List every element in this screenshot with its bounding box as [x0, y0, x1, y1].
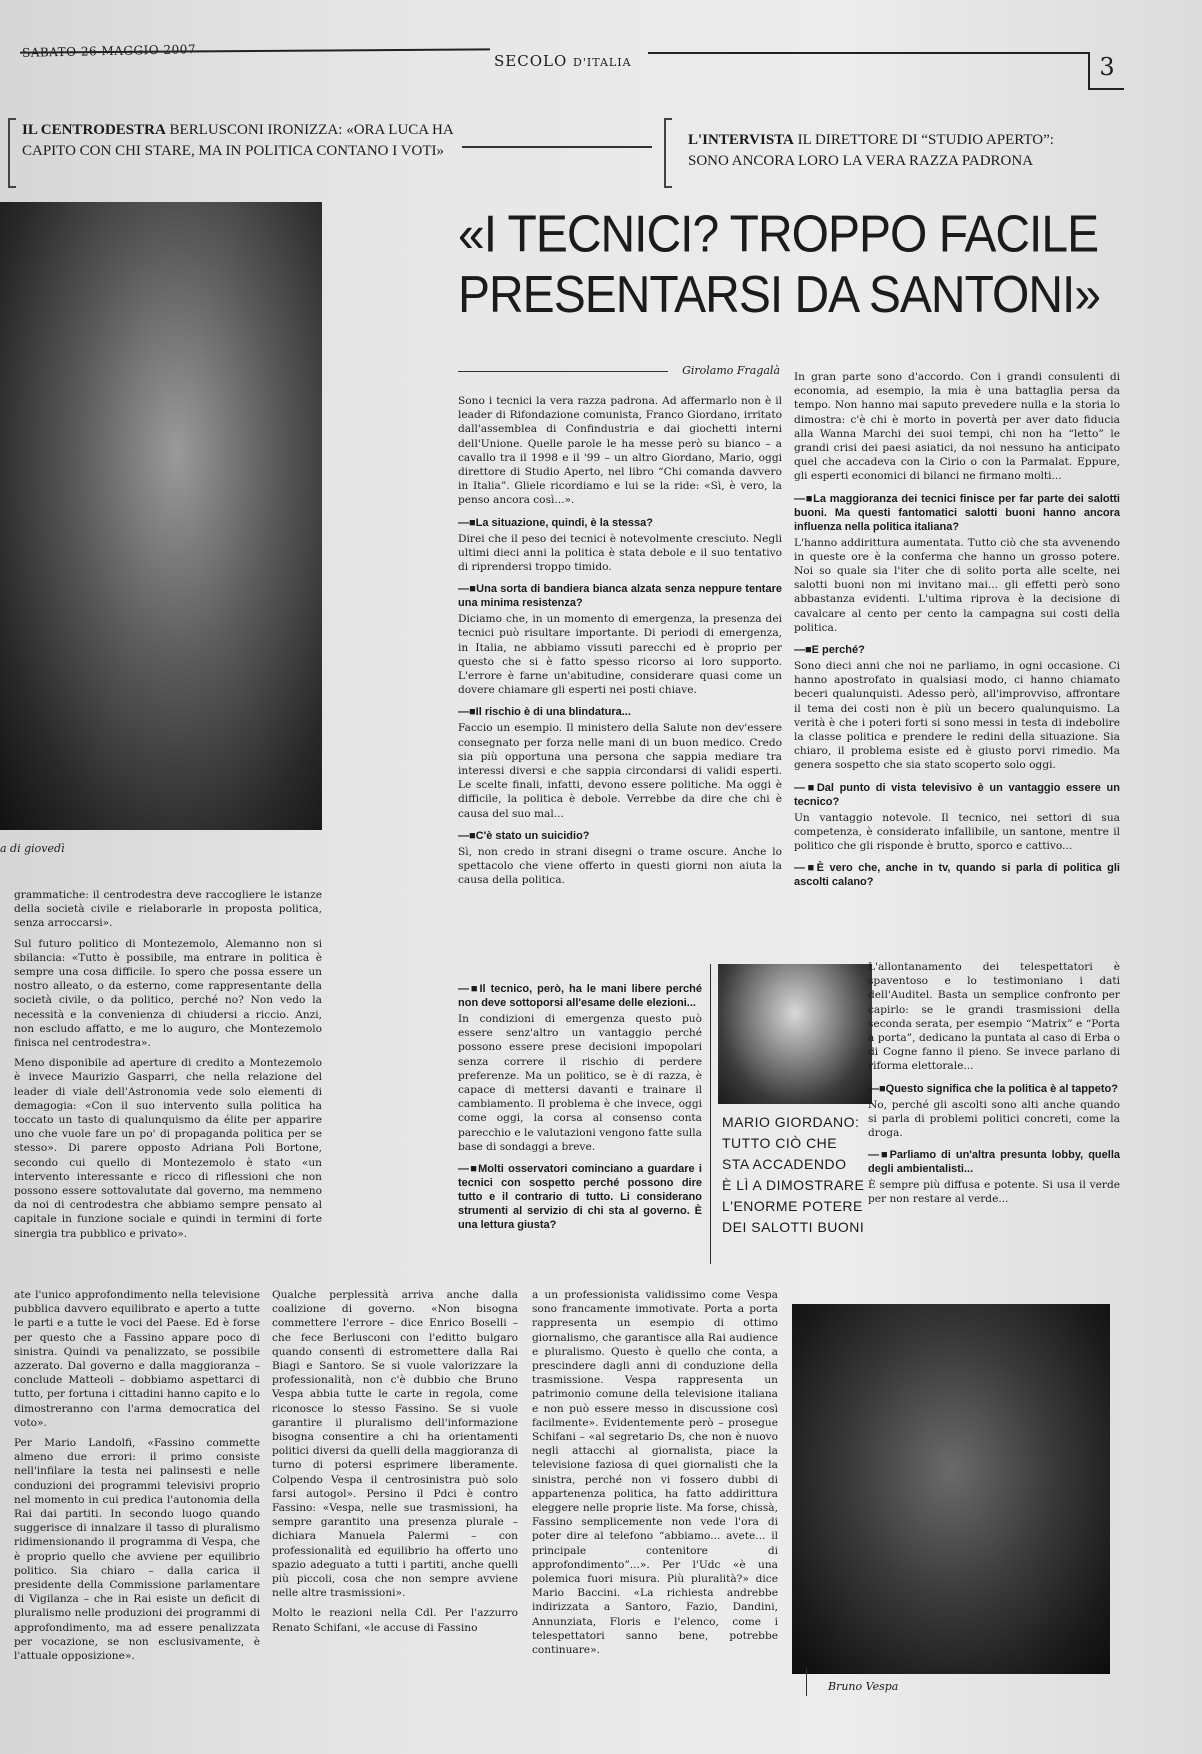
pull-quote-line: DEI SALOTTI BUONI — [722, 1219, 865, 1235]
kicker-left-bracket — [8, 118, 16, 188]
interview-column-1b — [458, 974, 702, 1234]
interview-answer: Diciamo che, in un momento di emergenza, la presenza dei tecnici può risultare importante. Di periodi di emergenza, in Italia, ne abbiamo vissuti parecchi ed è proprio per questo che si è fatto spesso ricorso ai loro supporto. L'errore è farne un'abitudine, considerare quasi come un dovere chiamare gli esperti nei posti chiave. — [458, 613, 782, 697]
kicker-right-label: L'INTERVISTA — [688, 132, 794, 148]
interview-question: —■ Il rischio è di una blindatura... — [458, 705, 782, 719]
interview-question: —■ Il tecnico, però, ha le mani libere perché non deve sottoporsi all'esame delle elezioni... — [458, 982, 702, 1010]
left-article-body — [14, 888, 322, 1247]
interview-answer: Faccio un esempio. Il ministero della Salute non dev'essere consegnato per forza nelle mani di un buon medico. Credo sia più opportuna una persona che sappia mediare tra interessi diversi e che sappia circondarsi di validi esperti. Le scelte finali, infatti, devono essere politiche. Ma oggi è difficile, la politica è debole. Verrebbe da dire che chi è causa del suo mal... — [458, 722, 782, 820]
kicker-right-bracket — [664, 118, 672, 188]
masthead-name: SECOLO — [494, 52, 568, 70]
interview-question: —■ Parliamo di un'altra presunta lobby, quella degli ambientalisti... — [868, 1148, 1120, 1176]
interview-answer: In gran parte sono d'accordo. Con i grandi consulenti di economia, ad esempio, la mia è una battaglia persa da tempo. Non hanno mai saputo prevedere nulla e la storia lo dimostra: c'è chi è morto in povertà per aver dato fiducia alla Wanna Marchi dei suoi tempi, chi non ha “letto” le grandi crisi dei paesi asiatici, da noi nessuno ha anticipato quel che accadeva con la Cirio o con la Parmalat. Eppure, gli esperti economici di bilanci ne firmano molti... — [794, 371, 1120, 483]
bottom-paragraph: ate l'unico approfondimento nella televisione pubblica davvero equilibrato e aperto a tutte le parti e a tutte le voci del Paese. Ed è forse per questo che a Fassino appare poco di sinistra. Quindi va penalizzato, se possibile azzerato. Dal governo e dalla maggioranza – conclude Matteoli – dobbiamo aspettarci di tutto, per fortuna i cittadini hanno capito e lo dimostreranno con l'arma democratica del voto». — [14, 1289, 260, 1429]
bottom-column-2 — [272, 1288, 518, 1641]
interview-question: —■ La situazione, quindi, è la stessa? — [458, 516, 782, 530]
interview-question: —■ È vero che, anche in tv, quando si parla di politica gli ascolti calano? — [794, 861, 1120, 889]
interview-column-2 — [794, 370, 1120, 891]
left-paragraph: Meno disponibile ad aperture di credito a Montezemolo è invece Maurizio Gasparri, che nella relazione del leader di viale dell'Astronomia vede solo elementi di demagogia: «Con il suo intervento sulla politica ha toccato un tasto di qualunquismo da élite per apparire uno che vuole fare un po' di propaganda politica per se stesso». Di parere opposto Adriana Poli Bortone, secondo cui quello di Montezemolo è stato «un intervento interessante e ricco di riflessioni che non possono essere sottovalutate dal governo, ma nemmeno da noi di centrodestra che abbiamo sempre pensato al capitale in funzione sociale e quindi in termini di forte sinergia tra pubblico e privato». — [14, 1057, 322, 1240]
interview-answer: L'hanno addirittura aumentata. Tutto ciò che sta avvenendo in queste ore è la conferma che hanno un grosso potere. Noi so quale sia l'iter che di solito porta alle scelte, nei salotti buoni non mi invitano mai... gli effetti però sono abbastanza evidenti. L'ultima riprova è la decisione di cavalcare al cento per cento la campagna sui costi della politica. — [794, 536, 1120, 634]
headline: «I TECNICI? TROPPO FACILE PRESENTARSI DA SANTONI» — [458, 206, 1101, 324]
caption-rule — [806, 1668, 807, 1696]
pull-quote-line: TUTTO CIÒ CHE — [722, 1135, 838, 1151]
interview-answer: Sono dieci anni che noi ne parliamo, in ogni occasione. Ci hanno apostrofato in qualsiasi modo, ci hanno chiamato beceri qualunquisti. Adesso però, all'improvviso, affrontare il tema dei costi non è più un becero qualunquismo. La verità è che i poteri forti si sono messi in testa di indebolire la classe politica e prendere le redini della situazione. Sia chiaro, il problema esiste ed è giusto porvi rimedio. Ma genera sospetto che sia stato scoperto solo oggi. — [794, 660, 1120, 772]
interview-answer: In condizioni di emergenza questo può essere senz'altro un vantaggio perché possono essere prese decisioni impopolari senza correre il rischio di perdere preferenze. Ma un politico, se è di razza, è capace di mettersi davanti e trainare il cambiamento. Il problema è che invece, oggi come oggi, la corsa al consenso conta parecchio e le valutazioni vengono fatte sulla base di sondaggi a breve. — [458, 1013, 702, 1153]
photo-bottom-caption: Bruno Vespa — [828, 1680, 899, 1693]
box-rule — [710, 964, 711, 1264]
left-paragraph: Sul futuro politico di Montezemolo, Alemanno non si sbilancia: «Tutto è possibile, ma entrare in politica è sempre una cosa difficile. Io spero che possa essere un nostro alleato, o da esterno, come rappresentante della società civile, o da politico, perché no? Non vedo la necessità e la convenienza di chiudersi a riccio. Anzi, non escludo affatto, e me lo auguro, che Montezemolo finisca nel centrodestra». — [14, 937, 322, 1050]
photo-giordano — [718, 964, 872, 1104]
kicker-left-label: IL CENTRODESTRA — [22, 122, 166, 138]
interview-answer: L'allontanamento dei telespettatori è spaventoso e lo testimoniano i dati dell'Auditel. Basta un semplice confronto per capirlo: se le grandi trasmissioni della seconda serata, per esempio “Matrix” e “Porta a porta”, dedicano la puntata al caso di Erba o di Cogne fanno il pieno. Se invece parlano di riforma elettorale... — [868, 961, 1120, 1073]
kicker-divider — [462, 146, 652, 148]
left-paragraph: grammatiche: il centrodestra deve raccogliere le istanze della società civile e rielaborarle in proposta politica, senza arroccarsi». — [14, 889, 322, 930]
interview-question: —■ Questo significa che la politica è al tappeto? — [868, 1082, 1120, 1096]
photo-bruno-vespa — [792, 1304, 1110, 1674]
interview-question: —■ E perché? — [794, 643, 1120, 657]
interview-question: —■ Dal punto di vista televisivo è un vantaggio essere un tecnico? — [794, 781, 1120, 809]
kicker-right — [688, 130, 1088, 172]
author-byline: Girolamo Fragalà — [682, 364, 780, 377]
bottom-paragraph: a un professionista validissimo come Vespa sono francamente immotivate. Porta a porta rappresenta un esempio di ottimo giornalismo, che garantisce alla Rai audience e pluralismo. Questo è quello che conta, a prescindere dagli anni di conduzione della trasmissione. Vespa rappresenta un patrimonio comune della televisione italiana e non può essere messo in discussione così facilmente». Evidentemente però – prosegue Schifani – «al segretario Ds, che non è nuovo negli attacchi al giornalista, piace la televisione faziosa di quei giornalisti che la sinistra, perché non vi fossero dubbi di appartenenza politica, ha fatto addirittura eleggere nelle proprie liste. Ma forse, chissà, Fassino semplicemente non vede l'ora di poter dire al telefono “abbiamo... avete... il principale contenitore di approfondimento”...». Per l'Udc «è una polemica fuori misura. Più pluralità?» dice Mario Baccini. «La richiesta andrebbe indirizzata a Santoro, Fazio, Dandini, Annunziata, Floris e l'elenco, come i telespettatori sanno bene, potrebbe continuare». — [532, 1289, 778, 1657]
pull-quote-line: È LÌ A DIMOSTRARE — [722, 1177, 865, 1193]
pull-quote-line: STA ACCADENDO — [722, 1156, 847, 1172]
interview-question: —■ Molti osservatori cominciano a guardare i tecnici con sospetto perché possono dire tutto e il contrario di tutto. Li considerano strumenti al servizio di chi sta al governo. È una lettura giusta? — [458, 1162, 702, 1232]
interview-question: —■ La maggioranza dei tecnici finisce per far parte dei salotti buoni. Ma questi fantomatici salotti buoni hanno ancora influenza nella politica italiana? — [794, 492, 1120, 534]
kicker-left-text: BERLUSCONI IRONIZZA: «ORA LUCA HA CAPITO CON CHI STARE, MA IN POLITICA CONTANO I VOTI» — [22, 122, 453, 159]
bottom-column-3 — [532, 1288, 778, 1663]
kicker-left — [22, 120, 462, 162]
interview-answer: Direi che il peso dei tecnici è notevolmente cresciuto. Negli ultimi dieci anni la politica è stata debole e il suo tentativo di riprendersi troppo timido. — [458, 532, 782, 574]
interview-answer: No, perché gli ascolti sono alti anche quando si parla di problemi politici concreti, come la droga. — [868, 1098, 1120, 1140]
page-number: 3 — [1088, 52, 1124, 90]
bottom-column-1 — [14, 1288, 260, 1669]
interview-answer: È sempre più diffusa e potente. Si usa il verde per non restare al verde... — [868, 1179, 1120, 1206]
masthead-suffix: D'ITALIA — [573, 56, 632, 69]
bottom-paragraph: Qualche perplessità arriva anche dalla coalizione di governo. «Non bisogna commettere l'errore – dice Enrico Boselli – che fece Berlusconi con l'editto bulgaro quando consentì di estromettere dalla Rai Biagi e Santoro. Se si vuole valorizzare la professionalità, non c'è dubbio che Bruno Vespa abbia tutte le carte in regola, come riconosce lo stesso Fassino. Se si vuole garantire il pluralismo dell'informazione bisogna consentire a chi ha orientamenti politici diversi da quelli della maggioranza di turno di potersi esprimere liberamente. Colpendo Vespa il centrosinistra può solo farsi autogol». Persino il Pdci è contro Fassino: «Vespa, nelle sue trasmissioni, ha sempre garantito una presenza plurale – dichiara Manuela Palermi – con professionalità ed equilibrio ha offerto uno spazio adeguato a tutti i partiti, anche quelli più piccoli, cosa che non sempre avviene nelle altre trasmissioni». — [272, 1289, 518, 1600]
pull-quote — [722, 1112, 874, 1238]
interview-answer: Un vantaggio notevole. Il tecnico, nei settori di sua competenza, è considerato infallibile, un santone, mentre il politico che gli risponde è brutto, sporco e cattivo... — [794, 811, 1120, 853]
kicker-right-text: IL DIRETTORE DI “STUDIO APERTO”: SONO ANCORA LORO LA VERA RAZZA PADRONA — [688, 132, 1054, 169]
interview-question: —■ Una sorta di bandiera bianca alzata senza neppure tentare una minima resistenza? — [458, 582, 782, 610]
interview-answer: Sì, non credo in strani disegni o trame oscure. Anche lo spettacolo che viene offerto in questi giorni non aiuta la causa della politica. — [458, 845, 782, 887]
interview-question: —■ C'è stato un suicidio? — [458, 829, 782, 843]
byline-rule — [458, 371, 668, 372]
bottom-paragraph: Molto le reazioni nella Cdl. Per l'azzurro Renato Schifani, «le accuse di Fassino — [272, 1607, 518, 1634]
photo-left-caption: a di giovedì — [0, 842, 65, 855]
masthead — [494, 52, 632, 70]
bottom-paragraph: Per Mario Landolfi, «Fassino commette almeno due errori: il primo consiste nell'infilare la testa nei palinsesti e nelle conduzioni dei programmi televisivi proprio nel momento in cui predica l'autonomia della Rai dai partiti. In secondo luogo quando suggerisce di innalzare il tasso di pluralismo ridimensionando il programma di Vespa, che è proprio quello che avviene per equilibrio politico. Sia chiaro – dalla carica il presidente della Commissione parlamentare di Vigilanza – che in Rai esiste un deficit di pluralismo nelle produzioni dei programmi di approfondimento, ma ad essere penalizzata per vocazione, se non esclusivamente, è l'attuale opposizione». — [14, 1437, 260, 1663]
interview-answer: Sono i tecnici la vera razza padrona. Ad affermarlo non è il leader di Rifondazione comunista, Franco Giordano, irritato dall'assemblea di Confindustria e dai giochetti interni dell'Unione. Quelle parole le ha messe però su bianco – a cavallo tra il 1998 e il '99 – un altro Giordano, Mario, oggi direttore di Studio Aperto, nel libro “Chi comanda davvero in Italia”. Gliele ricordiamo e lui se la ride: «Sì, è vero, la penso ancora così...». — [458, 395, 782, 507]
pull-quote-name: MARIO GIORDANO: — [722, 1114, 860, 1130]
photo-montezemolo — [0, 202, 322, 830]
header-rule-right — [648, 52, 1088, 54]
interview-column-1 — [458, 394, 782, 893]
pull-quote-line: L'ENORME POTERE — [722, 1198, 863, 1214]
interview-column-2b — [868, 960, 1120, 1213]
